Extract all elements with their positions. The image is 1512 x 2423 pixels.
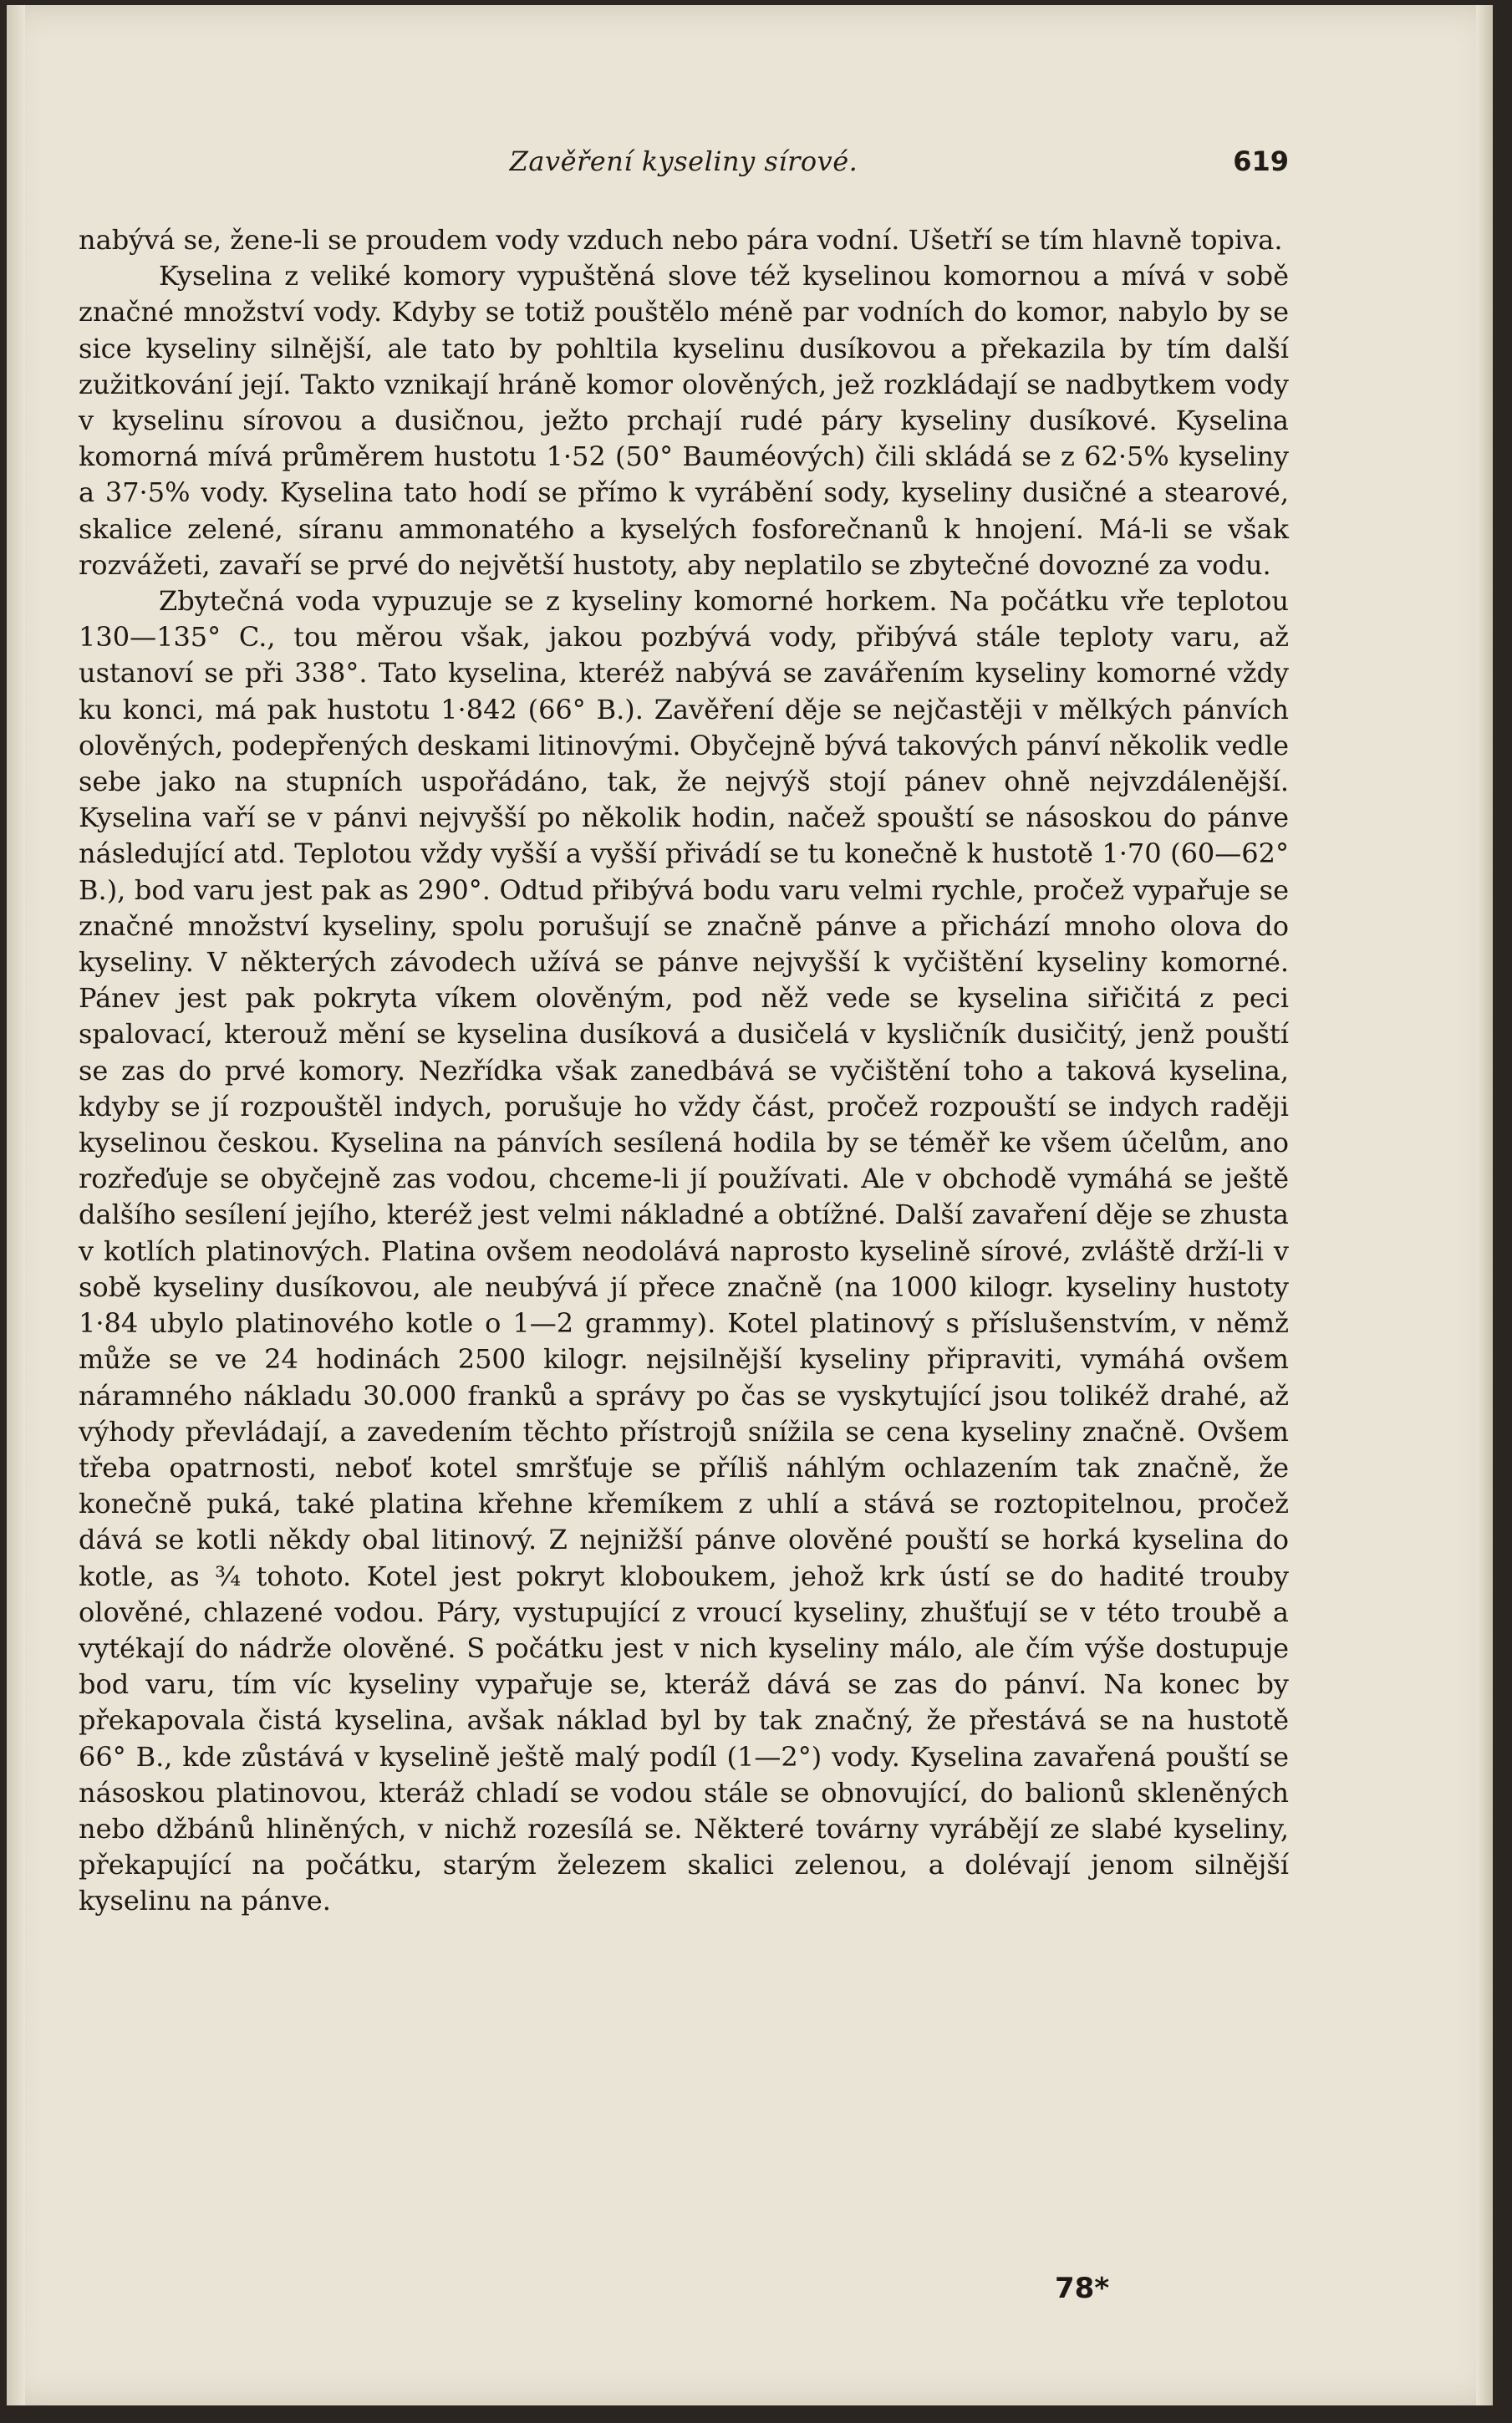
page-edge xyxy=(1476,5,1493,2405)
paragraph: Zbytečná voda vypuzuje se z kyseliny komorné horkem. Na počátku vře teplotou 130—135° C., tou měrou však, jakou pozbývá vody, přibývá stále teploty varu, až ustanoví se při 338°. Tato kyselina, kteréž nabývá se zavářením kyseliny komorné vždy ku konci, má pak hustotu 1·842 (66° B.). Zavěření děje se nejčastěji v mělkých pánvích olověných, podepřených deskami litinovými. Obyčejně bývá takových pánví několik vedle sebe jako na stupních uspořádáno, tak, že nejvýš stojí pánev ohně nejvzdálenější. Kyselina vaří se v pánvi nejvyšší po několik hodin, načež spouští se násoskou do pánve následující atd. Teplotou vždy vyšší a vyšší přivádí se tu konečně k hustotě 1·70 (60—62° B.), bod varu jest pak as 290°. Odtud přibývá bodu varu velmi rychle, pročež vypařuje se značné množství kyseliny, spolu porušují se značně pánve a přichází mnoho olova do kyseliny. V některých závodech užívá se pánve nejvyšší k vyčištění kyseliny komorné. Pánev jest pak pokryta víkem olověným, pod něž vede se kyselina siřičitá z peci spalovací, kterouž mění se kyselina dusíková a dusičelá v kysličník dusičitý, jenž pouští se zas do prvé komory. Nezřídka však zanedbává se vyčištění toho a taková kyselina, kdyby se jí rozpouštěl indych, porušuje ho vždy část, pročež rozpouští se indych raději kyselinou českou. Kyselina na pánvích sesílená hodila by se téměř ke všem účelům, ano rozřeďuje se obyčejně zas vodou, chceme-li jí používati. Ale v obchodě vymáhá se ještě dalšího sesílení jejího, kteréž jest velmi nákladné a obtížné. Další zavaření děje se zhusta v kotlích platinových. Platina ovšem neodolává naprosto kyselině sírové, zvláště drží-li v sobě kyseliny dusíkovou, ale neubývá jí přece značně (na 1000 kilogr. kyseliny hustoty 1·84 ubylo platinového kotle o 1—2 grammy). Kotel platinový s příslušenstvím, v němž může se ve 24 hodinách 2500 kilogr. nejsilnější kyseliny připraviti, vymáhá ovšem náramného nákladu 30.000 franků a správy po čas se vyskytující jsou tolikéž drahé, až výhody převládají, a zavedením těchto přístrojů snížila se cena kyseliny značně. Ovšem třeba opatrnosti, neboť kotel smršťuje se příliš náhlým ochlazením tak značně, že konečně puká, také platina křehne křemíkem z uhlí a stává se roztopitelnou, pročež dává se kotli někdy obal litinový. Z nejnižší pánve olověné pouští se horká kyselina do kotle, as ¾ tohoto. Kotel jest pokryt kloboukem, jehož krk ústí se do hadité trouby olověné, chlazené vodou. Páry, vystupující z vroucí kyseliny, zhušťují se v této troubě a vytékají do nádrže olověné. S počátku jest v nich kyseliny málo, ale čím výše dostupuje bod varu, tím víc kyseliny vypařuje se, kteráž dává se zas do pánví. Na konec by překapovala čistá kyselina, avšak náklad byl by tak značný, že přestává se na hustotě 66° B., kde zůstává v kyselině ještě malý podíl (1—2°) vody. Kyselina zavařená pouští se násoskou platinovou, kteráž chladí se vodou stále se obnovující, do balionů skleněných nebo džbánů hliněných, v nichž rozesílá se. Některé továrny vyrábějí ze slabé kyseliny, překapující na počátku, starým železem skalici zelenou, a dolévají jenom silnější kyselinu na pánve. xyxy=(79,585,1289,1917)
running-title: Zavěření kyseliny sírové. xyxy=(509,145,858,177)
paragraph: Kyselina z veliké komory vypuštěná slove též kyselinou komornou a mívá v sobě značné množství vody. Kdyby se totiž pouštělo méně par vodních do komor, nabylo by se sice kyseliny silnější, ale tato by pohltila kyselinu dusíkovou a překazila by tím další zužitkování její. Takto vznikají hráně komor olověných, jež rozkládají se nadbytkem vody v kyselinu sírovou a dusičnou, ježto prchají rudé páry kyseliny dusíkové. Kyselina komorná mívá průměrem hustotu 1·52 (50° Bauméových) čili skládá se z 62·5% kyseliny a 37·5% vody. Kyselina tato hodí se přímo k vyrábění sody, kyseliny dusičné a stearové, skalice zelené, síranu ammonatého a kyselých fosforečnanů k hnojení. Má-li se však rozvážeti, zavaří se prvé do největší hustoty, aby neplatilo se zbytečné dovozné za vodu. xyxy=(79,260,1289,581)
body-text xyxy=(79,222,1289,1920)
book-page xyxy=(7,5,1493,2405)
paragraph: nabývá se, žene-li se proudem vody vzduch nebo pára vodní. Ušetří se tím hlavně topiva. xyxy=(79,224,1283,256)
page-header xyxy=(79,145,1289,182)
signature-mark: 78* xyxy=(1055,2272,1110,2305)
page-spine-shadow xyxy=(7,5,25,2405)
page-number: 619 xyxy=(1233,145,1289,177)
